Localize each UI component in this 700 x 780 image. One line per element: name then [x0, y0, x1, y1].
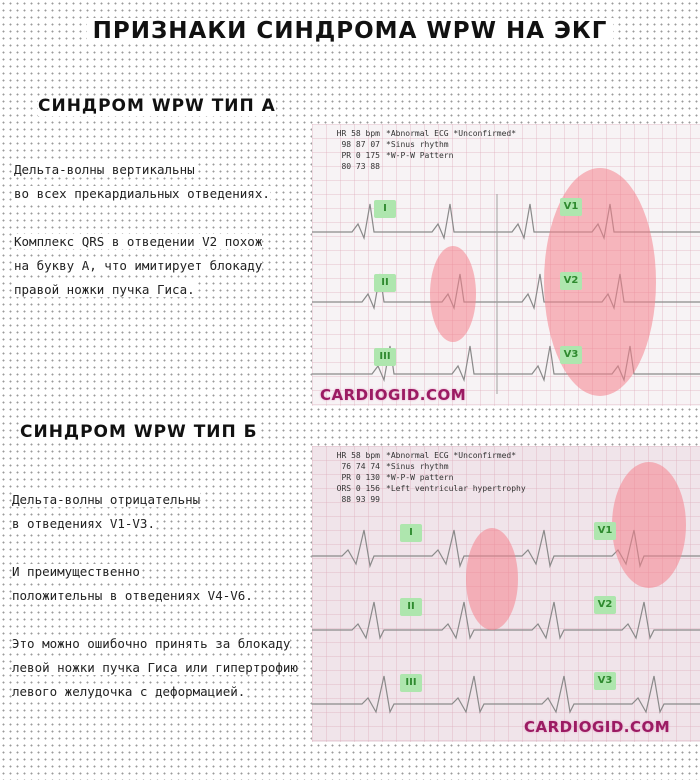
ecg-panel-type-a: [312, 124, 700, 406]
text-line: на букву А, что имитирует блокаду: [14, 258, 263, 273]
page-title: ПРИЗНАКИ СИНДРОМА WPW НА ЭКГ: [0, 18, 700, 44]
ecg-header-line: HR 58 bpm *Abnormal ECG *Unconfirmed*: [336, 129, 517, 138]
lead-label-iii: III: [400, 674, 422, 692]
ecg-header-line: HR 58 bpm *Abnormal ECG *Unconfirmed*: [336, 451, 517, 460]
text-line: Это можно ошибочно принять за блокаду: [12, 636, 291, 651]
ecg-header-b: [316, 450, 526, 505]
lead-label-ii: II: [374, 274, 396, 292]
lead-label-ii: II: [400, 598, 422, 616]
section-b-heading: СИНДРОМ WPW ТИП Б: [20, 422, 258, 442]
lead-label-iii: III: [374, 348, 396, 366]
text-line: И преимущественно: [12, 564, 140, 579]
ecg-header-line: ORS 0 156 *Left ventricular hypertrophy: [336, 484, 526, 493]
text-line: во всех прекардиальных отведениях.: [14, 186, 270, 201]
lead-label-v2: V2: [560, 272, 582, 290]
lead-label-v2: V2: [594, 596, 616, 614]
text-line: Дельта-волны вертикальны: [14, 162, 195, 177]
lead-label-v1: V1: [560, 198, 582, 216]
ecg-header-line: PR 0 175 *W-P-W Pattern: [341, 151, 454, 160]
text-line: левой ножки пучка Гиса или гипертрофию: [12, 660, 298, 675]
text-line: Дельта-волны отрицательны: [12, 492, 201, 507]
ecg-header-a: [316, 128, 516, 172]
section-a-heading: СИНДРОМ WPW ТИП А: [38, 96, 276, 116]
cardiogid-logo: CARDIOGID.COM: [320, 386, 467, 404]
text-line: [12, 608, 298, 632]
lead-label-i: I: [374, 200, 396, 218]
lead-label-v1: V1: [594, 522, 616, 540]
text-line: правой ножки пучка Гиса.: [14, 282, 195, 297]
text-line: в отведениях V1-V3.: [12, 516, 155, 531]
highlight-ellipse-v1: [430, 246, 476, 342]
text-line: Комплекс QRS в отведении V2 похож: [14, 234, 263, 249]
lead-label-v3: V3: [594, 672, 616, 690]
lead-label-i: I: [400, 524, 422, 542]
ecg-header-line: 80 73 88: [341, 162, 380, 171]
text-line: положительны в отведениях V4-V6.: [12, 588, 253, 603]
ecg-header-line: 88 93 99: [341, 495, 380, 504]
text-line: [14, 206, 270, 230]
text-line: левого желудочка с деформацией.: [12, 684, 246, 699]
highlight-ellipse-v1: [466, 528, 518, 630]
highlight-ellipse-v2: [612, 462, 686, 588]
section-b-text: [12, 488, 298, 704]
cardiogid-logo: CARDIOGID.COM: [524, 718, 671, 736]
section-a-text: [14, 158, 270, 302]
lead-label-v3: V3: [560, 346, 582, 364]
ecg-header-line: PR 0 130 *W-P-W pattern: [341, 473, 454, 482]
ecg-header-line: 98 87 07 *Sinus rhythm: [341, 140, 449, 149]
ecg-panel-type-b: [312, 446, 700, 742]
ecg-header-line: 76 74 74 *Sinus rhythm: [341, 462, 449, 471]
text-line: [12, 536, 298, 560]
